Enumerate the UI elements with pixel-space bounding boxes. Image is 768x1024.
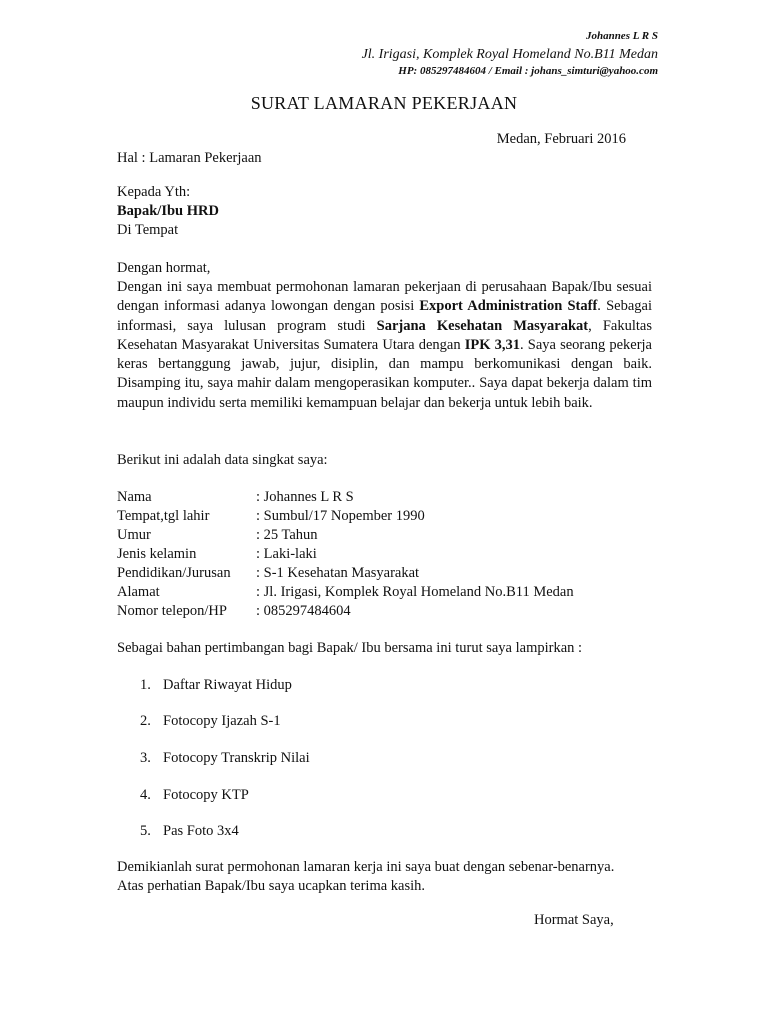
personal-value: : S-1 Kesehatan Masyarakat <box>256 565 420 581</box>
personal-label: Alamat <box>117 584 160 600</box>
body-paragraph <box>117 278 652 413</box>
personal-row <box>117 508 425 525</box>
personal-value: : Laki-laki <box>256 546 317 562</box>
attachment-text: Fotocopy Ijazah S-1 <box>163 713 281 729</box>
personal-label: Pendidikan/Jurusan <box>117 565 231 581</box>
attachment-text: Daftar Riwayat Hidup <box>163 677 292 693</box>
body-text-2: . Sebagai informasi, saya lulusan program studi <box>117 298 652 334</box>
attachment-number: 2. <box>140 713 151 729</box>
recipient-place: Di Tempat <box>117 222 179 238</box>
letter-date: Medan, Februari 2016 <box>496 131 626 147</box>
personal-row <box>117 603 351 620</box>
attachment-number: 5. <box>140 823 151 839</box>
attachments-intro: Sebagai bahan pertimbangan bagi Bapak/ Ibu bersama ini turut saya lampirkan : <box>117 640 583 656</box>
letter-title: SURAT LAMARAN PEKERJAAN <box>250 93 518 113</box>
personal-row <box>117 584 574 601</box>
attachment-item <box>140 823 239 840</box>
personal-value: : Sumbul/17 Nopember 1990 <box>256 508 425 524</box>
body-position: Export Administration Staff <box>419 298 598 315</box>
attachment-number: 1. <box>140 677 151 693</box>
signoff: Hormat Saya, <box>534 912 614 928</box>
body-program: Sarjana Kesehatan Masyarakat <box>376 317 589 334</box>
body-text-1: Dengan ini saya membuat permohonan lamaran pekerjaan di perusahaan Bapak/Ibu sesuai dengan informasi adanya lowongan dengan posisi <box>117 279 652 315</box>
attachment-item <box>140 787 249 804</box>
recipient-name: Bapak/Ibu HRD <box>117 203 219 219</box>
attachment-item <box>140 713 281 730</box>
personal-label: Jenis kelamin <box>117 546 197 562</box>
personal-value: : Johannes L R S <box>256 489 354 505</box>
body-text-4: . Saya seorang pekerja keras bertanggung jawab, jujur, disiplin, dan mampu berkomunikasi dengan baik. Disamping itu, saya mahir dalam mengoperasikan komputer.. Saya dapat bekerja dalam tim maupun individu serta memiliki kemampuan belajar dan bekerja untuk lebih baik. <box>117 336 652 411</box>
body-ipk: IPK 3,31 <box>464 336 521 353</box>
data-intro: Berikut ini adalah data singkat saya: <box>117 452 328 468</box>
attachment-text: Fotocopy KTP <box>163 787 249 803</box>
recipient-to: Kepada Yth: <box>117 184 191 200</box>
personal-value: : 085297484604 <box>256 603 351 619</box>
personal-label: Nomor telepon/HP <box>117 603 227 619</box>
attachment-text: Pas Foto 3x4 <box>163 823 239 839</box>
subject-line: Hal : Lamaran Pekerjaan <box>117 150 262 166</box>
personal-row <box>117 527 318 544</box>
attachment-number: 3. <box>140 750 151 766</box>
personal-value: : Jl. Irigasi, Komplek Royal Homeland No.B11 Medan <box>256 584 574 600</box>
personal-row <box>117 546 317 563</box>
attachment-item <box>140 750 310 767</box>
personal-label: Nama <box>117 489 152 505</box>
personal-row <box>117 565 419 582</box>
personal-value: : 25 Tahun <box>256 527 318 543</box>
attachment-number: 4. <box>140 787 151 803</box>
personal-label: Umur <box>117 527 151 543</box>
body-text-3: , Fakultas Kesehatan Masyarakat Universitas Sumatera Utara dengan <box>117 317 652 353</box>
closing-line: Demikianlah surat permohonan lamaran kerja ini saya buat dengan sebenar-benarnya. <box>117 859 615 875</box>
header-contact: HP: 085297484604 / Email : johans_simturi@yahoo.com <box>398 65 658 77</box>
personal-row <box>117 489 354 506</box>
greeting: Dengan hormat, <box>117 260 211 276</box>
attachment-text: Fotocopy Transkrip Nilai <box>163 750 310 766</box>
closing-line: Atas perhatian Bapak/Ibu saya ucapkan terima kasih. <box>117 878 426 894</box>
personal-label: Tempat,tgl lahir <box>117 508 210 524</box>
attachment-item <box>140 677 292 694</box>
header-address: Jl. Irigasi, Komplek Royal Homeland No.B11 Medan <box>361 47 658 62</box>
header-name: Johannes L R S <box>585 30 658 42</box>
